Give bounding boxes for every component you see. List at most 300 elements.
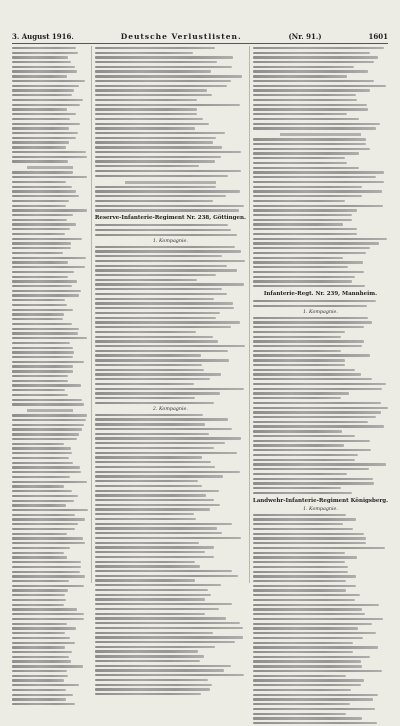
text-line — [12, 160, 88, 164]
text-line — [95, 66, 246, 70]
text-line — [12, 698, 88, 702]
text-line — [95, 123, 246, 127]
text-line — [253, 487, 388, 491]
text-line — [95, 551, 246, 555]
text-line — [12, 433, 88, 437]
text-line — [253, 599, 388, 603]
text-line — [95, 56, 246, 60]
text-line — [12, 594, 88, 598]
text-line — [253, 354, 388, 358]
text-line — [12, 703, 88, 707]
text-line — [12, 656, 88, 660]
text-line — [12, 670, 88, 674]
text-line — [253, 407, 388, 411]
subsection-heading: 2. Kompagnie. — [152, 406, 188, 412]
text-line — [12, 476, 88, 480]
text-line — [253, 340, 388, 344]
text-line — [95, 61, 246, 65]
text-line — [12, 313, 88, 317]
text-line — [95, 508, 246, 512]
text-line — [12, 694, 88, 698]
text-line — [253, 523, 388, 527]
text-line — [95, 146, 246, 150]
text-line — [12, 389, 88, 393]
text-line — [95, 523, 246, 527]
text-line — [95, 205, 246, 209]
text-line — [95, 537, 246, 541]
text-line — [253, 528, 388, 532]
text-line — [253, 449, 388, 453]
text-line — [12, 589, 88, 593]
text-line — [95, 288, 246, 292]
text-line — [12, 242, 88, 246]
text-line — [253, 468, 388, 472]
text-line — [12, 547, 88, 551]
text-line — [253, 561, 388, 565]
text-line — [253, 482, 388, 486]
text-line — [95, 641, 246, 645]
text-line — [12, 552, 88, 556]
text-line — [95, 165, 246, 169]
header-issue: (Nr. 91.) — [288, 31, 322, 41]
text-line — [95, 94, 246, 98]
text-line — [12, 566, 88, 570]
text-line — [95, 331, 246, 335]
text-line — [253, 571, 388, 575]
text-line — [95, 565, 246, 569]
text-line — [12, 80, 88, 84]
text-line — [95, 428, 246, 432]
text-line — [12, 514, 88, 518]
text-line — [12, 137, 88, 141]
text-line — [95, 345, 246, 349]
text-line — [12, 214, 88, 218]
text-line — [12, 223, 88, 227]
text-line — [12, 318, 88, 322]
text-line — [12, 438, 88, 442]
text-line — [12, 47, 88, 51]
text-line — [12, 228, 88, 232]
text-line — [253, 127, 388, 131]
text-line — [95, 151, 246, 155]
text-line — [12, 52, 88, 56]
text-line — [95, 561, 246, 565]
text-line — [12, 571, 88, 575]
text-line — [253, 537, 388, 541]
text-line — [12, 104, 88, 108]
text-line — [12, 447, 88, 451]
text-line — [95, 527, 246, 531]
text-line — [95, 265, 246, 269]
text-line — [95, 388, 246, 392]
text-line — [253, 143, 388, 147]
text-line — [12, 370, 88, 374]
text-line — [12, 580, 88, 584]
text-line — [253, 331, 388, 335]
text-line — [253, 444, 388, 448]
text-line — [12, 646, 88, 650]
text-line — [253, 547, 388, 551]
text-line — [95, 70, 246, 74]
text-line — [95, 490, 246, 494]
text-line — [12, 528, 88, 532]
text-line — [12, 679, 88, 683]
text-line — [253, 113, 388, 117]
text-line — [253, 454, 388, 458]
text-line — [12, 542, 88, 546]
text-line — [12, 238, 88, 242]
text-line — [253, 219, 388, 223]
text-line — [253, 642, 388, 646]
text-line — [95, 660, 246, 664]
text-line — [12, 509, 88, 513]
text-line — [12, 675, 88, 679]
text-line — [12, 504, 88, 508]
text-line — [253, 162, 388, 166]
text-line — [95, 499, 246, 503]
text-line — [12, 466, 88, 470]
text-line — [95, 246, 246, 250]
text-line — [12, 280, 88, 284]
text-line — [12, 141, 88, 145]
text-line — [12, 70, 88, 74]
text-line — [95, 354, 246, 358]
text-line — [253, 66, 388, 70]
text-line — [95, 542, 246, 546]
text-line — [253, 703, 388, 707]
text-line — [253, 280, 388, 284]
text-line — [253, 85, 388, 89]
text-line — [12, 66, 88, 70]
column-left — [12, 46, 88, 583]
text-line — [253, 123, 388, 127]
text-line — [95, 617, 246, 621]
text-line — [12, 481, 88, 485]
text-line — [12, 457, 88, 461]
text-line — [12, 660, 88, 664]
text-line — [253, 518, 388, 522]
text-line — [12, 356, 88, 360]
text-line — [95, 665, 246, 669]
text-line — [253, 326, 388, 330]
text-line — [12, 127, 88, 131]
text-line — [95, 504, 246, 508]
text-line — [12, 332, 88, 336]
text-line — [253, 321, 388, 325]
text-line — [95, 279, 246, 283]
text-line — [12, 618, 88, 622]
text-line — [95, 584, 246, 588]
text-line — [12, 190, 88, 194]
text-line — [95, 471, 246, 475]
text-line — [95, 693, 246, 697]
text-line — [12, 380, 88, 384]
text-line — [12, 257, 88, 261]
text-line — [95, 679, 246, 683]
text-columns — [12, 46, 388, 583]
text-line — [95, 414, 246, 418]
text-line — [95, 570, 246, 574]
text-line — [12, 585, 88, 589]
text-line — [253, 585, 388, 589]
text-line — [253, 276, 388, 280]
text-line — [253, 416, 388, 420]
text-line — [12, 642, 88, 646]
text-line — [253, 261, 388, 265]
text-line — [253, 285, 388, 289]
text-line — [253, 402, 388, 406]
text-line — [12, 500, 88, 504]
text-line — [12, 361, 88, 365]
text-line — [253, 651, 388, 655]
text-line — [12, 276, 88, 280]
text-line — [253, 665, 388, 669]
text-line — [253, 305, 388, 309]
text-line — [12, 171, 88, 175]
text-line — [95, 186, 246, 190]
text-line — [12, 123, 88, 127]
text-line — [12, 627, 88, 631]
text-line — [253, 627, 388, 631]
text-line — [253, 552, 388, 556]
text-line — [95, 369, 246, 373]
text-line — [12, 495, 88, 499]
text-line — [12, 261, 88, 265]
text-line — [253, 478, 388, 482]
text-line — [12, 556, 88, 560]
section-heading: Landwehr-Infanterie-Regiment Königsberg. — [252, 497, 388, 504]
text-line — [95, 378, 246, 382]
header-date: 3. August 1916. — [12, 31, 74, 41]
text-line — [12, 575, 88, 579]
text-line — [12, 419, 88, 423]
text-line — [95, 437, 246, 441]
text-line — [12, 462, 88, 466]
text-line — [12, 518, 88, 522]
text-line — [253, 200, 388, 204]
text-line — [12, 323, 88, 327]
text-line — [95, 255, 246, 259]
text-line — [95, 688, 246, 692]
text-line — [12, 665, 88, 669]
text-line — [12, 89, 88, 93]
text-line — [95, 326, 246, 330]
text-line — [95, 627, 246, 631]
text-line — [95, 113, 246, 117]
text-line — [12, 623, 88, 627]
text-line — [95, 684, 246, 688]
text-line — [253, 369, 388, 373]
text-line — [95, 170, 246, 174]
text-line — [253, 604, 388, 608]
text-line — [12, 533, 88, 537]
text-line — [12, 294, 88, 298]
text-line — [253, 684, 388, 688]
text-line — [253, 317, 388, 321]
text-line — [95, 475, 246, 479]
text-line — [12, 118, 88, 122]
text-line — [253, 463, 388, 467]
text-line — [12, 233, 88, 237]
text-line — [253, 698, 388, 702]
text-line — [253, 209, 388, 213]
text-line — [253, 656, 388, 660]
text-line — [253, 104, 388, 108]
section-heading: Infanterie-Regt. Nr. 239, Mannheim. — [263, 290, 377, 297]
text-line — [253, 618, 388, 622]
text-line — [95, 364, 246, 368]
text-line — [95, 433, 246, 437]
text-line — [253, 708, 388, 712]
text-line — [12, 151, 88, 155]
text-line — [253, 608, 388, 612]
text-line — [12, 181, 88, 185]
text-line — [253, 637, 388, 641]
text-line — [95, 234, 246, 238]
text-line — [12, 94, 88, 98]
text-line — [253, 378, 388, 382]
text-line — [253, 694, 388, 698]
text-line — [12, 146, 88, 150]
text-line — [253, 613, 388, 617]
text-line — [253, 421, 388, 425]
text-line — [95, 137, 246, 141]
text-line — [253, 632, 388, 636]
text-line — [253, 56, 388, 60]
text-line — [12, 266, 88, 270]
text-line — [253, 157, 388, 161]
text-line — [253, 542, 388, 546]
subsection-heading: 1. Kompagnie. — [152, 238, 188, 244]
text-line — [95, 312, 246, 316]
text-line — [253, 148, 388, 152]
text-line — [12, 328, 88, 332]
text-line — [95, 646, 246, 650]
text-line — [253, 717, 388, 721]
text-line — [253, 176, 388, 180]
text-line — [253, 47, 388, 51]
text-line — [95, 636, 246, 640]
text-line — [95, 200, 246, 204]
text-line — [253, 118, 388, 122]
text-line — [12, 290, 88, 294]
page-header — [12, 30, 388, 42]
text-line — [12, 613, 88, 617]
text-line — [253, 233, 388, 237]
text-line — [95, 298, 246, 302]
text-line — [95, 108, 246, 112]
text-line — [12, 61, 88, 65]
text-line — [253, 623, 388, 627]
text-line — [95, 546, 246, 550]
text-line — [12, 219, 88, 223]
text-line — [95, 321, 246, 325]
text-line — [12, 347, 88, 351]
text-line — [95, 556, 246, 560]
text-line — [95, 156, 246, 160]
text-line — [253, 190, 388, 194]
text-line — [95, 302, 246, 306]
text-line — [253, 80, 388, 84]
text-line — [95, 317, 246, 321]
text-line — [12, 195, 88, 199]
text-line — [12, 209, 88, 213]
text-line — [95, 359, 246, 363]
text-line — [12, 351, 88, 355]
text-line — [12, 365, 88, 369]
text-line — [253, 70, 388, 74]
text-line — [95, 293, 246, 297]
text-line — [95, 461, 246, 465]
text-line — [253, 383, 388, 387]
text-line — [12, 604, 88, 608]
text-line — [12, 205, 88, 209]
text-line — [95, 532, 246, 536]
text-line — [253, 689, 388, 693]
text-line — [95, 480, 246, 484]
text-line — [253, 247, 388, 251]
section-heading: Reserve-Infanterie-Regiment Nr. 238, Göttingen. — [94, 215, 246, 222]
section-bar — [27, 409, 73, 412]
text-line — [253, 99, 388, 103]
text-line — [12, 399, 88, 403]
text-line — [12, 132, 88, 136]
text-line — [253, 167, 388, 171]
header-rule — [12, 43, 388, 44]
text-line — [95, 598, 246, 602]
text-line — [95, 452, 246, 456]
text-line — [95, 622, 246, 626]
text-line — [253, 430, 388, 434]
text-line — [95, 52, 246, 56]
text-line — [253, 589, 388, 593]
text-line — [12, 99, 88, 103]
text-line — [95, 85, 246, 89]
text-line — [253, 397, 388, 401]
text-line — [12, 85, 88, 89]
text-line — [95, 127, 246, 131]
section-bar — [27, 166, 73, 169]
text-line — [12, 337, 88, 341]
text-line — [253, 392, 388, 396]
text-line — [253, 257, 388, 261]
text-line — [95, 373, 246, 377]
text-line — [253, 186, 388, 190]
text-line — [253, 556, 388, 560]
text-line — [12, 537, 88, 541]
text-line — [95, 269, 246, 273]
text-line — [95, 447, 246, 451]
text-line — [12, 252, 88, 256]
column-middle — [91, 46, 246, 583]
text-line — [253, 138, 388, 142]
text-line — [12, 608, 88, 612]
text-line — [95, 650, 246, 654]
text-line — [253, 660, 388, 664]
text-line — [95, 594, 246, 598]
text-line — [95, 669, 246, 673]
text-line — [253, 345, 388, 349]
text-line — [95, 75, 246, 79]
text-line — [253, 195, 388, 199]
text-line — [12, 490, 88, 494]
text-line — [253, 359, 388, 363]
text-line — [253, 252, 388, 256]
text-line — [253, 89, 388, 93]
text-line — [12, 394, 88, 398]
text-line — [95, 340, 246, 344]
text-line — [95, 589, 246, 593]
